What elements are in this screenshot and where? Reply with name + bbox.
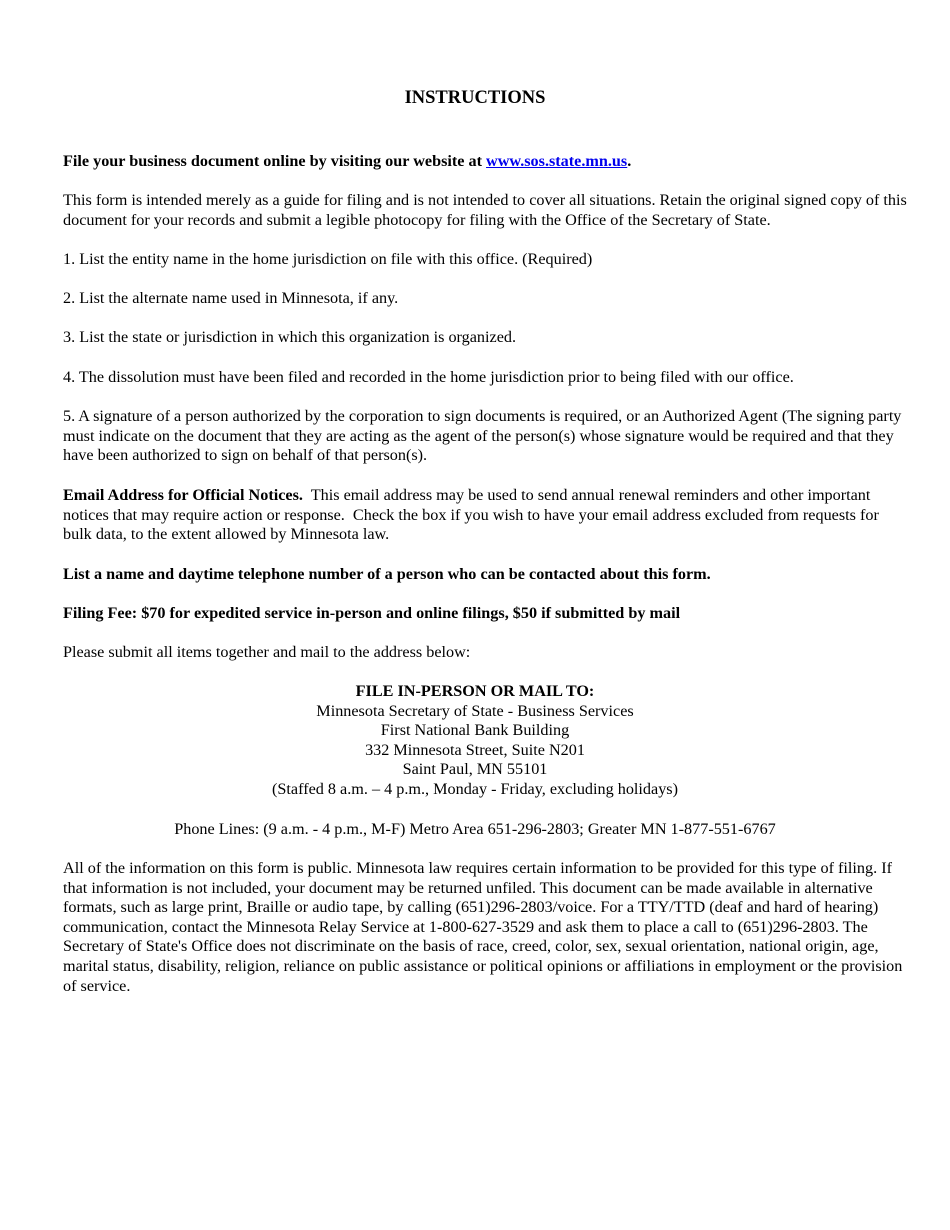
online-filing-line (63, 152, 911, 172)
email-notice-heading: Email Address for Official Notices. (63, 486, 303, 504)
online-filing-lead: File your business document online by visiting our website at (63, 152, 487, 170)
address-line-3: 332 Minnesota Street, Suite N201 (365, 740, 585, 759)
contact-instruction: List a name and daytime telephone number of a person who can be contacted about this form. (63, 565, 711, 583)
instruction-item-3: 3. List the state or jurisdiction in which this organization is organized. (63, 328, 517, 346)
filing-fee: Filing Fee: $70 for expedited service in-person and online filings, $50 if submitted by mail (63, 604, 681, 622)
address-line-1: Minnesota Secretary of State - Business Services (316, 701, 634, 720)
instruction-item-2: 2. List the alternate name used in Minnesota, if any. (63, 289, 399, 307)
email-notice-text: This email address may be used to send annual renewal reminders and other important notices that may require action or response. Check the box if you wish to have your email address excluded from requests for bulk data, to the extent allowed by Minnesota law. (63, 486, 883, 544)
mailing-address (0, 682, 950, 800)
instruction-item-5: 5. A signature of a person authorized by the corporation to sign documents is required, or an Authorized Agent (The signing party must indicate on the document that they are acting as the agent of the person(s) whose signature would be required and that they have been authorized to sign on behalf of that person(s). (63, 407, 902, 465)
phone-lines: Phone Lines: (9 a.m. - 4 p.m., M-F) Metro Area 651-296-2803; Greater MN 1-877-551-6767 (174, 820, 776, 838)
submit-instruction: Please submit all items together and mail to the address below: (63, 643, 471, 661)
website-link[interactable]: www.sos.state.mn.us (486, 152, 628, 170)
instruction-item-4: 4. The dissolution must have been filed and recorded in the home jurisdiction prior to being filed with our office. (63, 368, 794, 386)
address-line-4: Saint Paul, MN 55101 (402, 760, 548, 779)
address-line-5: (Staffed 8 a.m. – 4 p.m., Monday - Friday, excluding holidays) (272, 779, 678, 798)
intro-paragraph: This form is intended merely as a guide for filing and is not intended to cover all situations. Retain the original signed copy of this document for your records and submit a legible photocopy for filing with the Office of the Secretary of State. (63, 191, 907, 229)
address-heading: FILE IN-PERSON OR MAIL TO: (355, 682, 595, 700)
page-title: INSTRUCTIONS (404, 88, 546, 108)
address-line-2: First National Bank Building (380, 721, 570, 740)
public-information-paragraph: All of the information on this form is public. Minnesota law requires certain information to be provided for this type of filing. If that information is not included, your document may be returned unfiled. This document can be made available in alternative formats, such as large print, Braille or audio tape, by calling (651)296-2803/voice. For a TTY/TTD (deaf and hard of hearing) communication, contact the Minnesota Relay Service at 1-800-627-3529 and ask them to place a call to (651)296-2803. The Secretary of State's Office does not discriminate on the basis of race, creed, color, sex, sexual orientation, national origin, age, marital status, disability, religion, reliance on public assistance or political opinions or affiliations in employment or the provision of service. (63, 859, 903, 995)
instruction-item-1: 1. List the entity name in the home jurisdiction on file with this office. (Required) (63, 250, 593, 268)
email-notice-paragraph (63, 486, 911, 545)
online-filing-tail: . (627, 152, 632, 170)
